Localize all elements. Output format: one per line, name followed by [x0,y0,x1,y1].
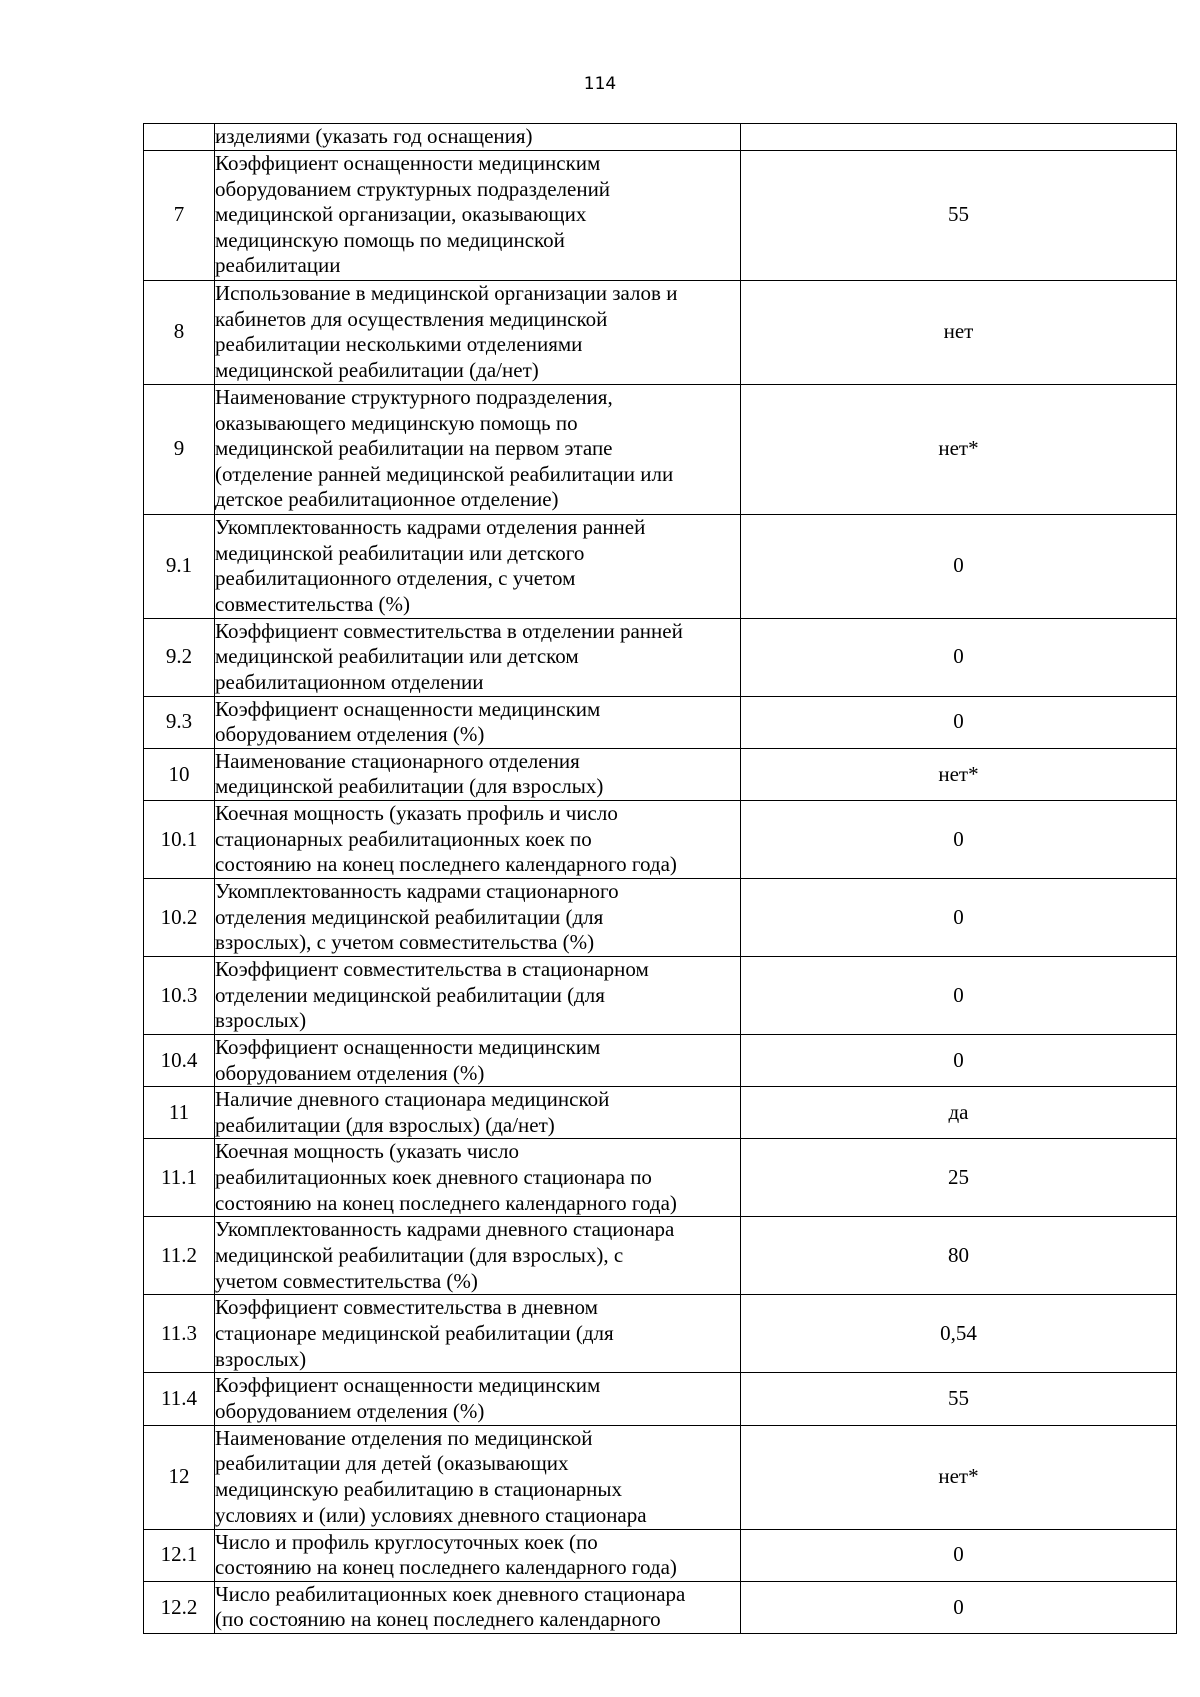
indicator-text-line: Коэффициент совместительства в дневном [215,1295,598,1320]
indicator-text-line: Коэффициент оснащенности медицинским [215,1373,601,1398]
indicator-text-line: медицинской реабилитации или детском [215,644,579,669]
row-number: 11.2 [144,1217,215,1295]
row-number: 10.4 [144,1034,215,1086]
indicator-text-line: реабилитации несколькими отделениями [215,332,583,357]
indicator-text-line: реабилитации [215,253,341,278]
indicator-text-line: медицинской реабилитации (для взрослых), с [215,1243,624,1268]
table-row [144,800,1177,878]
indicator-text-line: оказывающего медицинскую помощь по [215,410,578,435]
indicator-text-line: Коэффициент совместительства в стационарном [215,957,649,982]
row-value: 25 [741,1139,1177,1217]
row-number: 12.1 [144,1529,215,1581]
table-row [144,748,1177,800]
indicator-text-line: оборудованием отделения (%) [215,1060,485,1085]
table-row [144,384,1177,514]
indicator-text-line: учетом совместительства (%) [215,1268,478,1293]
row-value: 0 [741,514,1177,618]
indicator-text-line: Наличие дневного стационара медицинской [215,1087,610,1112]
table-row [144,150,1177,280]
indicator-text-line: медицинскую помощь по медицинской [215,227,565,252]
row-indicator [215,384,741,514]
row-indicator [215,1373,741,1425]
row-value: да [741,1087,1177,1139]
indicator-text-line: Коечная мощность (указать профиль и число [215,801,618,826]
row-value: 0 [741,1529,1177,1581]
indicator-text-line: оборудованием структурных подразделений [215,176,611,201]
row-value: 0 [741,956,1177,1034]
indicator-text-line: Наименование структурного подразделения, [215,385,613,410]
row-indicator [215,1217,741,1295]
row-number: 10.1 [144,800,215,878]
table-row [144,1034,1177,1086]
row-value: 0 [741,618,1177,696]
indicator-text-line: медицинской реабилитации или детского [215,540,585,565]
row-value: 0 [741,1034,1177,1086]
row-indicator [215,1087,741,1139]
row-value: нет [741,280,1177,384]
indicator-text-line: (по состоянию на конец последнего календарного [215,1607,661,1632]
row-indicator [215,618,741,696]
indicator-text-line: реабилитации (для взрослых) (да/нет) [215,1112,555,1137]
indicator-text-line: реабилитации для детей (оказывающих [215,1451,569,1476]
table-body [144,124,1177,1634]
indicator-text-line: состоянию на конец последнего календарного года) [215,1190,677,1215]
row-number: 11.4 [144,1373,215,1425]
table-row [144,1581,1177,1633]
row-value: 0 [741,800,1177,878]
indicator-text-line: (отделение ранней медицинской реабилитации или [215,461,674,486]
row-number: 11.1 [144,1139,215,1217]
row-value: 55 [741,1373,1177,1425]
row-number: 10.3 [144,956,215,1034]
row-number: 12.2 [144,1581,215,1633]
row-value: 0 [741,1581,1177,1633]
indicator-text-line: Укомплектованность кадрами отделения ранней [215,514,646,539]
indicator-text-line: оборудованием отделения (%) [215,722,485,747]
indicator-text-line: отделения медицинской реабилитации (для [215,904,604,929]
indicator-text-line: Коечная мощность (указать число [215,1139,519,1164]
table-row [144,514,1177,618]
indicator-text-line: Наименование стационарного отделения [215,748,580,773]
row-value: 0,54 [741,1295,1177,1373]
table-row [144,618,1177,696]
indicator-text-line: оборудованием отделения (%) [215,1398,485,1423]
row-value [741,124,1177,151]
indicator-text-line: медицинской реабилитации (для взрослых) [215,774,604,799]
row-number [144,124,215,151]
row-indicator [215,1425,741,1529]
page-number: 114 [583,74,617,94]
indicator-text-line: взрослых) [215,1346,307,1371]
row-number: 8 [144,280,215,384]
indicator-text-line: медицинскую реабилитацию в стационарных [215,1477,622,1502]
indicator-text-line: состоянию на конец последнего календарного года) [215,1555,677,1580]
row-indicator [215,1529,741,1581]
row-indicator [215,800,741,878]
indicator-text-line: медицинской реабилитации на первом этапе [215,436,613,461]
row-indicator [215,124,741,151]
table-row [144,1087,1177,1139]
row-number: 9 [144,384,215,514]
row-indicator [215,1581,741,1633]
row-indicator [215,280,741,384]
indicator-text-line: взрослых) [215,1008,307,1033]
indicator-text-line: Укомплектованность кадрами стационарного [215,879,619,904]
row-value: нет* [741,1425,1177,1529]
indicator-text-line: реабилитационного отделения, с учетом [215,566,576,591]
indicator-text-line: реабилитационном отделении [215,669,484,694]
indicator-text-line: Число и профиль круглосуточных коек (по [215,1529,598,1554]
row-number: 10 [144,748,215,800]
indicator-text-line: реабилитационных коек дневного стационара по [215,1165,652,1190]
row-number: 9.1 [144,514,215,618]
indicator-text-line: состоянию на конец последнего календарного года) [215,852,677,877]
indicator-text-line: Число реабилитационных коек дневного стационара [215,1581,686,1606]
indicator-text-line: Использование в медицинской организации залов и [215,280,678,305]
table-row [144,1373,1177,1425]
row-indicator [215,514,741,618]
row-value: 0 [741,878,1177,956]
indicator-text-line: стационаре медицинской реабилитации (для [215,1321,614,1346]
indicator-text-line: совместительства (%) [215,591,410,616]
indicator-text-line: кабинетов для осуществления медицинской [215,306,608,331]
table-row [144,280,1177,384]
table-row [144,1295,1177,1373]
row-value: 0 [741,696,1177,748]
row-indicator [215,1034,741,1086]
indicator-text-line: Наименование отделения по медицинской [215,1425,593,1450]
row-indicator [215,1139,741,1217]
indicator-text-line: Коэффициент совместительства в отделении ранней [215,618,683,643]
row-indicator [215,150,741,280]
table-row [144,878,1177,956]
indicator-text-line: медицинской реабилитации (да/нет) [215,357,539,382]
row-number: 7 [144,150,215,280]
row-value: нет* [741,384,1177,514]
indicator-text-line: детское реабилитационное отделение) [215,487,559,512]
indicator-text-line: Коэффициент оснащенности медицинским [215,151,601,176]
row-indicator [215,956,741,1034]
table-row [144,956,1177,1034]
indicator-text-line: условиях и (или) условиях дневного стационара [215,1502,647,1527]
row-indicator [215,1295,741,1373]
row-indicator [215,696,741,748]
row-number: 11 [144,1087,215,1139]
indicators-table [143,123,1177,1634]
row-number: 9.3 [144,696,215,748]
row-value: нет* [741,748,1177,800]
indicator-text-line: Коэффициент оснащенности медицинским [215,1034,601,1059]
row-indicator [215,878,741,956]
row-number: 12 [144,1425,215,1529]
row-value: 55 [741,150,1177,280]
table-row [144,1139,1177,1217]
table-row [144,124,1177,151]
indicator-text-line: Укомплектованность кадрами дневного стационара [215,1217,675,1242]
table-row [144,1217,1177,1295]
table-row [144,1425,1177,1529]
row-indicator [215,748,741,800]
row-number: 11.3 [144,1295,215,1373]
indicator-text-line: медицинской организации, оказывающих [215,202,587,227]
indicator-text-line: изделиями (указать год оснащения) [215,124,533,148]
table-row [144,1529,1177,1581]
row-value: 80 [741,1217,1177,1295]
indicator-text-line: взрослых), с учетом совместительства (%) [215,930,595,955]
indicator-text-line: отделении медицинской реабилитации (для [215,982,605,1007]
indicator-text-line: Коэффициент оснащенности медицинским [215,696,601,721]
indicator-text-line: стационарных реабилитационных коек по [215,826,592,851]
row-number: 10.2 [144,878,215,956]
table-row [144,696,1177,748]
row-number: 9.2 [144,618,215,696]
